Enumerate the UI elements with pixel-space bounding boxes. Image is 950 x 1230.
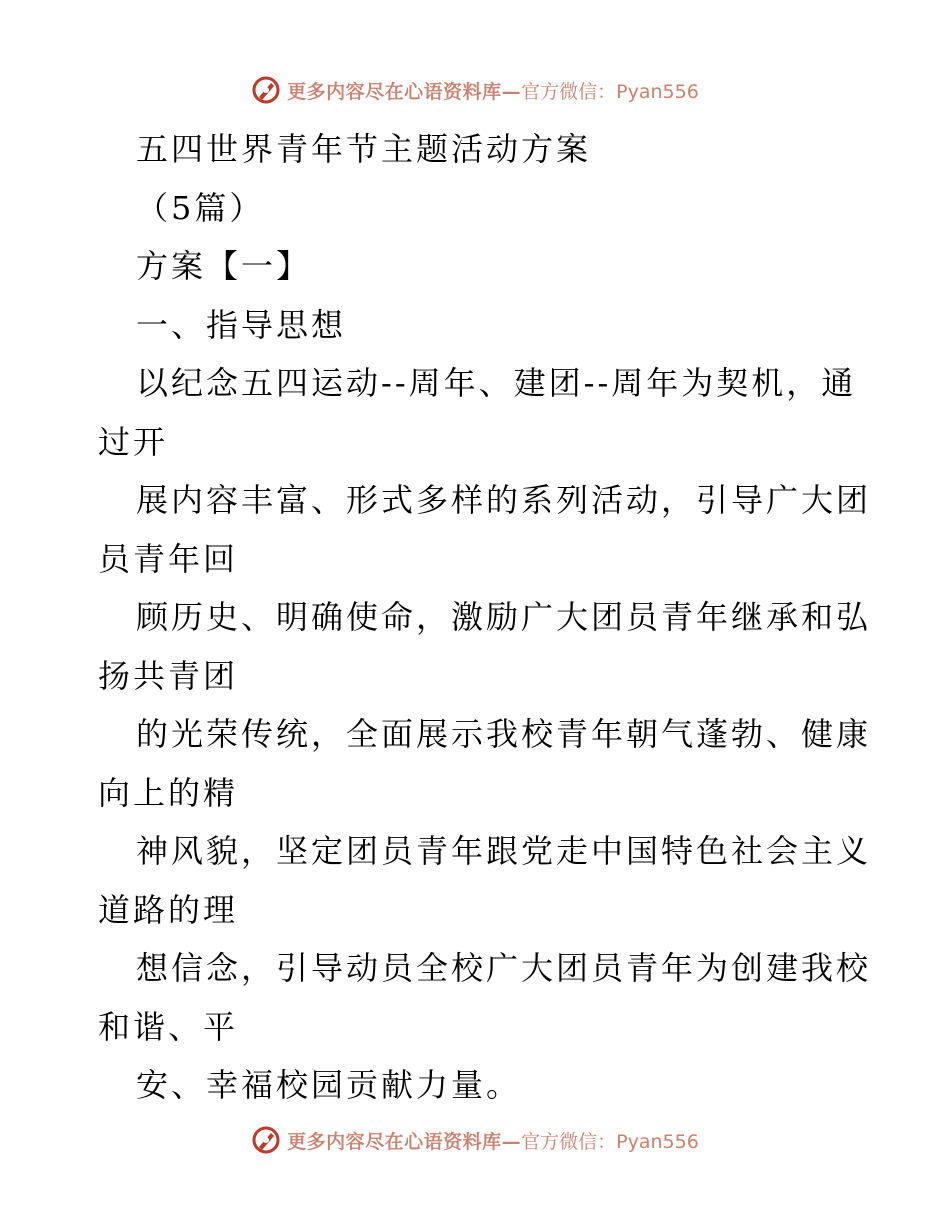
watermark-banner-top — [0, 70, 950, 110]
paragraph-line: 神风貌，坚定团员青年跟党走中国特色社会主义 — [136, 832, 872, 870]
document-title: 五四世界青年节主题活动方案 — [136, 130, 592, 168]
document-body — [98, 120, 872, 1115]
pen-logo-icon — [251, 1125, 281, 1155]
paragraph-line: 和谐、平 — [98, 1007, 239, 1046]
watermark-text: 更多内容尽在心语资料库— — [287, 80, 522, 103]
paragraph-line: 向上的精 — [98, 773, 239, 812]
paragraph-line: 安、幸福校园贡献力量。 — [136, 1066, 522, 1104]
watermark-contact: 官方微信：Pyan556 — [521, 1130, 699, 1153]
paragraph-line: 过开 — [98, 422, 169, 461]
paragraph-line: 员青年回 — [98, 539, 239, 578]
document-subtitle: （5篇） — [136, 188, 265, 227]
paragraph-line: 以纪念五四运动--周年、建团--周年为契机，通 — [136, 364, 857, 402]
watermark-contact: 官方微信：Pyan556 — [521, 80, 699, 103]
section-heading: 方案【一】 — [136, 247, 312, 285]
paragraph-line: 的光荣传统，全面展示我校青年朝气蓬勃、健康 — [136, 715, 872, 753]
paragraph-line: 展内容丰富、形式多样的系列活动，引导广大团 — [136, 481, 872, 519]
pen-logo-icon — [251, 75, 281, 105]
paragraph-line: 顾历史、明确使命，激励广大团员青年继承和弘 — [136, 598, 872, 636]
watermark-banner-bottom — [0, 1120, 950, 1160]
paragraph-line: 扬共青团 — [98, 656, 239, 695]
watermark-text: 更多内容尽在心语资料库— — [287, 1130, 522, 1153]
paragraph-line: 道路的理 — [98, 890, 239, 929]
subsection-heading: 一、指导思想 — [136, 305, 347, 344]
paragraph-line: 想信念，引导动员全校广大团员青年为创建我校 — [136, 949, 872, 987]
